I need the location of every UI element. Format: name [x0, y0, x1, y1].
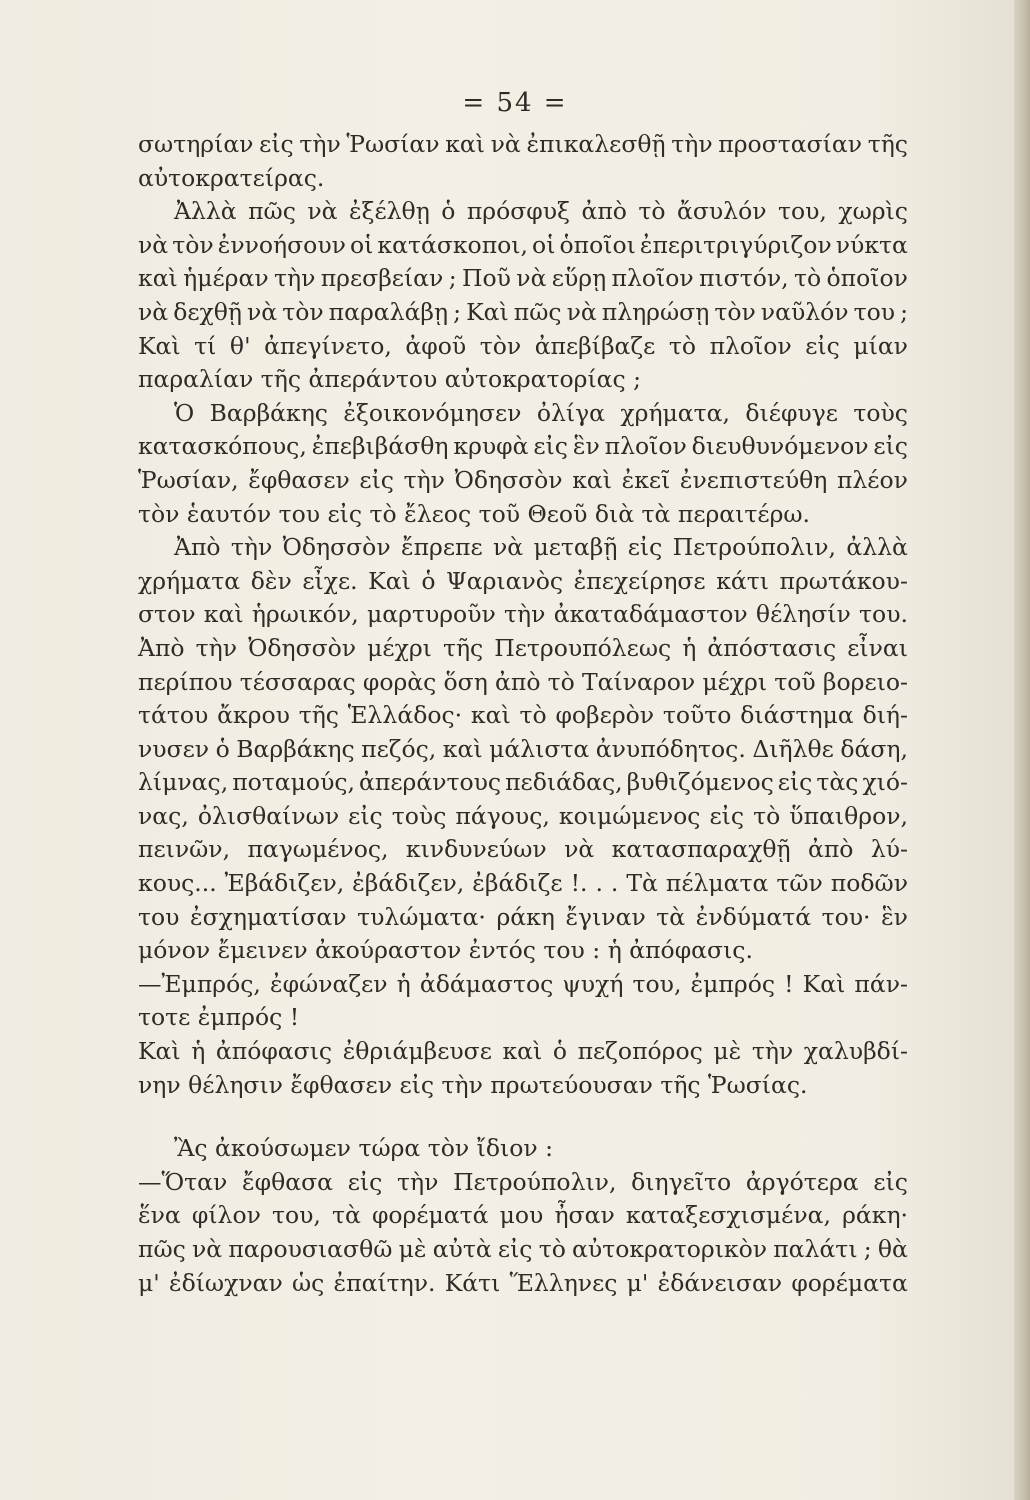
word: ἡ	[396, 969, 411, 998]
word: νὰ	[516, 264, 547, 293]
word: καὶ	[502, 1037, 543, 1066]
word: ἦσαν	[554, 1201, 615, 1230]
word: πῶς	[248, 197, 296, 226]
word: διή-	[862, 701, 908, 730]
word: νυσεν	[138, 734, 210, 763]
word: ἔφθασεν	[248, 465, 350, 494]
word: του,	[777, 197, 827, 226]
word: Πετρουπόλεως	[494, 633, 672, 662]
word: Ὀδησσὸν	[282, 533, 391, 562]
text-line	[138, 867, 908, 901]
word: Ἕλληνες	[509, 1268, 618, 1297]
word: μέχρι	[702, 667, 768, 696]
word: στον	[138, 600, 196, 629]
word: Ῥωσίαν	[346, 130, 440, 158]
word: νὰ	[191, 1235, 223, 1263]
word: καὶ	[445, 130, 485, 158]
word: μεταβῇ	[533, 533, 618, 562]
word: Βαρβάκης	[209, 398, 328, 427]
word: ἀπὸ	[807, 835, 854, 864]
word: πεδιάδας,	[505, 768, 623, 797]
word: ἡ	[191, 1037, 206, 1066]
word: μίαν	[853, 331, 908, 360]
word: παγωμένος,	[247, 835, 389, 864]
body-text	[138, 128, 908, 1300]
word: θέλησίν	[755, 600, 851, 629]
word: ἐβάδιζε	[472, 869, 563, 898]
word: διέφυγε	[745, 398, 838, 427]
word: ναῦλόν	[760, 297, 849, 326]
word: εἰς	[533, 432, 568, 461]
word: πάγους,	[455, 801, 550, 830]
word: διευθυνόμενον	[691, 432, 869, 461]
word: ;	[863, 1235, 872, 1263]
word: εἶχε.	[302, 566, 358, 595]
text-line	[138, 195, 908, 229]
text-line: νην θέλησιν ἔφθασεν εἰς τὴν πρωτεύουσαν τῆς Ῥωσίας.	[138, 1070, 808, 1099]
word: παλάτι	[773, 1235, 858, 1263]
word: ἐξοικονόμησεν	[343, 398, 522, 427]
text-line	[138, 766, 908, 800]
word: του	[138, 902, 180, 931]
text-line	[138, 800, 908, 834]
text-line	[138, 733, 908, 767]
word: νὰ	[490, 130, 521, 158]
word: τὸ	[668, 331, 697, 360]
word: μαρτυροῦν	[366, 600, 496, 629]
word: διάστημα	[740, 701, 854, 730]
word: ἡρωικόν,	[251, 600, 359, 629]
word: —Ὅταν	[138, 1167, 228, 1196]
word: εἰς	[359, 465, 394, 494]
word: νύκτα	[835, 230, 908, 259]
word: ἔπρεπε	[400, 533, 483, 562]
word: ἄσυλόν	[676, 197, 767, 226]
word: ἓν	[572, 432, 600, 461]
word: τοὺς	[391, 801, 447, 830]
word: ἀπόφασις	[215, 1037, 333, 1066]
text-line	[138, 397, 908, 431]
word: τὸ	[793, 264, 822, 293]
word: τὸν	[714, 297, 756, 326]
word: τὸ	[538, 1235, 566, 1263]
word: κοιμώμενος	[558, 801, 701, 830]
text-line	[138, 968, 908, 1002]
word: ἐμπρός	[690, 969, 775, 998]
page-number: = 54 =	[462, 88, 568, 118]
word: ἀλλὰ	[846, 533, 908, 562]
word: τὴν	[299, 130, 341, 158]
word: εἰς	[627, 533, 663, 562]
word: εἰς	[497, 1235, 533, 1263]
word: φορέματά	[371, 1201, 489, 1230]
word: ἔγιναν	[565, 902, 646, 931]
word: πεινῶν,	[138, 835, 231, 864]
word: πλοῖον	[611, 264, 694, 293]
word: ἡ	[682, 633, 697, 662]
word: τυλώματα·	[357, 902, 486, 931]
word: ἄκρου	[217, 701, 290, 730]
word: οἱ	[349, 230, 374, 259]
word: ἐδίωχναν	[168, 1268, 283, 1297]
word: πλέον	[836, 465, 908, 494]
word: τοῦτο	[662, 701, 732, 730]
word: φοβερὸν	[555, 701, 655, 730]
word: ἓν	[881, 902, 908, 931]
word: ἔφθασα	[242, 1167, 334, 1196]
text-line	[138, 464, 908, 498]
word: χαλυβδί-	[803, 1037, 908, 1066]
text-line	[138, 1166, 908, 1200]
word: τὸ	[638, 197, 666, 226]
word: πέλματα	[665, 869, 769, 898]
word: εἰς	[777, 768, 813, 797]
word: Ἀλλὰ	[174, 197, 237, 226]
word: χρήματα	[138, 566, 241, 595]
word: ἐπεριτριγύριζον	[639, 230, 832, 259]
word: εἰς	[348, 801, 383, 830]
word: τῶν	[776, 869, 823, 898]
word: ἐνεπιστεύθη	[679, 465, 828, 494]
word: Ἐβάδιζεν,	[224, 869, 345, 898]
word: καὶ	[138, 264, 178, 293]
text-line	[138, 330, 908, 364]
word: ἐπεχείρησε	[573, 566, 706, 595]
word: εἶναι	[847, 633, 908, 662]
word: κατασκόπους,	[138, 432, 307, 461]
word: νὰ	[247, 297, 278, 326]
word: χιό-	[862, 768, 908, 797]
word: κατάσκοποι,	[377, 230, 528, 259]
text-line	[138, 1199, 908, 1233]
word: τέσσαρας	[239, 667, 356, 696]
word: τὴν	[671, 130, 713, 158]
word: περίπου	[138, 667, 233, 696]
word: τὴν	[504, 600, 546, 629]
word: ὁ	[441, 197, 456, 226]
word: τὴν	[195, 633, 238, 662]
word: διηγεῖτο	[631, 1167, 732, 1196]
word: πρόσφυξ	[466, 197, 570, 226]
word: φορέματα	[791, 1268, 908, 1297]
word: πληρώσῃ	[601, 297, 710, 326]
word: Τὰ	[626, 869, 658, 898]
word: δὲν	[250, 566, 292, 595]
word: φίλον	[191, 1201, 261, 1230]
word: ἀφοῦ	[405, 331, 467, 360]
word: μ'	[626, 1268, 649, 1297]
word: μέχρι	[367, 633, 432, 662]
word: μὲ	[713, 1037, 742, 1066]
text-line	[138, 632, 908, 666]
word: τὸν	[282, 297, 324, 326]
word: λύ-	[870, 835, 908, 864]
text-line	[138, 901, 908, 935]
word: ποταμούς,	[232, 768, 355, 797]
text-line: αὐτοκρατείρας.	[138, 163, 325, 192]
word: ἐβάδιζεν,	[352, 869, 465, 898]
word: νὰ	[138, 297, 169, 326]
word: του	[853, 297, 896, 326]
word: δάση,	[840, 734, 908, 763]
word: Ὀδησσὸν	[248, 633, 357, 662]
word: ἐνδύματά	[695, 902, 812, 931]
word: πεζός,	[361, 734, 437, 763]
word: Πετρούπολιν,	[453, 1167, 617, 1196]
word: πεζοπόρος	[577, 1037, 703, 1066]
word: τῆς	[867, 130, 908, 158]
word: καὶ	[470, 701, 511, 730]
word: ράκη·	[842, 1201, 908, 1230]
text-line	[138, 262, 908, 296]
word: μου	[499, 1201, 544, 1230]
word: αὐτοκρατορικὸν	[572, 1235, 768, 1263]
word: ἐπαίτην.	[333, 1268, 436, 1297]
word: μάλιστα	[489, 734, 590, 763]
word: καὶ	[442, 734, 483, 763]
word: Ἀπὸ	[138, 633, 185, 662]
word: ἐξέλθῃ	[348, 197, 430, 226]
word: ὁποῖον	[826, 264, 908, 293]
word: τὴν	[403, 465, 445, 494]
word: Ῥωσίαν,	[138, 465, 239, 494]
word: ἀπεράντους	[359, 768, 502, 797]
word: ὕπαιθρον,	[789, 801, 908, 830]
text-line	[138, 430, 908, 464]
word: ὡς	[292, 1268, 325, 1297]
word: ἐπικαλεσθῇ	[526, 130, 666, 158]
word: τάτου	[138, 701, 209, 730]
word: ;	[448, 264, 457, 293]
word: τοῦ	[774, 667, 816, 696]
word: πλοῖον	[604, 432, 687, 461]
word: ἕνα	[138, 1201, 181, 1230]
text-line	[138, 128, 908, 162]
word: Κάτι	[444, 1268, 501, 1297]
word: πῶς	[513, 297, 562, 326]
word: τὴν	[230, 533, 273, 562]
word: τὸ	[753, 801, 781, 830]
word: λίμνας,	[138, 768, 229, 797]
text-line: τοτε ἐμπρός !	[138, 1003, 300, 1032]
word: Ποῦ	[461, 264, 511, 293]
word: τὴν	[274, 264, 316, 293]
word: —Ἐμπρός,	[138, 969, 261, 998]
word: τὴν	[396, 1167, 439, 1196]
word: ἐσχηματίσαν	[189, 902, 347, 931]
word: ἐννοήσουν	[217, 230, 346, 259]
word: νὰ	[138, 230, 169, 259]
text-line	[138, 1035, 908, 1069]
text-line	[138, 1233, 908, 1267]
page-binding-edge	[1014, 0, 1030, 1500]
text-line	[138, 598, 908, 632]
word: Διῆλθε	[752, 734, 834, 763]
word: αὐτὰ	[432, 1235, 492, 1263]
word: παραλάβῃ	[328, 297, 449, 326]
word: Ὁ	[174, 398, 195, 427]
word: του·	[821, 902, 871, 931]
word: εἰς	[709, 801, 745, 830]
word: παρουσιασθῶ	[228, 1235, 393, 1263]
word: εἰς	[347, 1167, 383, 1196]
word: ράκη	[496, 902, 555, 931]
word: βυθιζόμενος	[626, 768, 774, 797]
text-line	[138, 699, 908, 733]
text-line	[138, 666, 908, 700]
word: ὀλισθαίνων	[197, 801, 340, 830]
word: ἀπεβίβαζε	[534, 331, 656, 360]
word: νὰ	[564, 835, 595, 864]
word: πρωτάκου-	[779, 566, 908, 595]
word: του,	[271, 1201, 321, 1230]
word: τὸν	[172, 230, 214, 259]
word: θ'	[229, 331, 251, 360]
word: ἀκαταδάμαστον	[553, 600, 748, 629]
word: νας,	[138, 801, 189, 830]
text-line	[138, 1267, 908, 1301]
word: ὅση	[443, 667, 488, 696]
word: Ταίναρον	[582, 667, 696, 696]
word: τὸ	[519, 701, 547, 730]
text-line	[138, 229, 908, 263]
word: ὁποῖοι	[559, 230, 636, 259]
word: νὰ	[307, 197, 338, 226]
text-line	[138, 296, 908, 330]
word: εἰς	[259, 130, 294, 158]
word: μὲ	[398, 1235, 427, 1263]
word: Ἑλλάδος·	[347, 701, 463, 730]
word: κινδυνεύων	[405, 835, 547, 864]
word: τῆς	[442, 633, 484, 662]
word: τοὺς	[853, 398, 908, 427]
word: θὰ	[877, 1235, 908, 1263]
word: ἀπόστασις	[707, 633, 837, 662]
text-line: Ἂς ἀκούσωμεν τώρα τὸν ἴδιον :	[174, 1134, 554, 1163]
text-line: μόνον ἔμεινεν ἀκούραστον ἐντός του : ἡ ἀπόφασις.	[138, 936, 753, 965]
word: οἱ	[532, 230, 556, 259]
word: Πετρούπολιν,	[672, 533, 837, 562]
word: προστασίαν	[718, 130, 863, 158]
text-line	[138, 833, 908, 867]
word: Καὶ	[802, 969, 846, 998]
word: ἐθριάμβευσε	[342, 1037, 492, 1066]
word: Καὶ	[466, 297, 509, 326]
word: τῆς	[298, 701, 339, 730]
word: εἰς	[873, 1167, 908, 1196]
word: βορειο-	[822, 667, 908, 696]
word: κατασπαραχθῇ	[611, 835, 791, 864]
word: κάτι	[716, 566, 769, 595]
word: νὰ	[492, 533, 524, 562]
word: τὴν	[751, 1037, 794, 1066]
word: ἀπεγίνετο,	[264, 331, 392, 360]
word: Ψαριανὸς	[446, 566, 564, 595]
word: ἀπὸ	[581, 197, 627, 226]
word: πῶς	[138, 1235, 186, 1263]
word: κρυφὰ	[453, 432, 529, 461]
text-line: τὸν ἑαυτόν του εἰς τὸ ἔλεος τοῦ Θεοῦ διὰ τὰ περαιτέρω.	[138, 499, 811, 528]
word: χωρὶς	[838, 197, 908, 226]
paragraph-gap	[138, 1102, 908, 1132]
word: του,	[632, 969, 682, 998]
word: εἰς	[805, 331, 840, 360]
word: καὶ	[203, 600, 244, 629]
word: ἀνυπόδητος.	[595, 734, 746, 763]
word: καὶ	[572, 465, 612, 494]
word: ὁ	[552, 1037, 567, 1066]
word: Βαρβάκης	[236, 734, 355, 763]
word: καταξεσχισμένα,	[625, 1201, 831, 1230]
word: ἐπεβιβάσθη	[311, 432, 449, 461]
word: ψυχή	[562, 969, 624, 998]
word: Ἀπὸ	[174, 533, 221, 562]
word: τὰ	[656, 902, 686, 931]
word: πιστόν,	[699, 264, 789, 293]
word: Καὶ	[138, 1037, 181, 1066]
word: ἀδάμαστος	[419, 969, 554, 998]
word: Καὶ	[138, 331, 181, 360]
word: ἐκεῖ	[621, 465, 671, 494]
text-line	[138, 531, 908, 565]
word: σωτηρίαν	[138, 130, 254, 158]
word: Ὀδησσὸν	[454, 465, 563, 494]
word: ὀλίγα	[536, 398, 605, 427]
word: !.	[570, 869, 588, 898]
word: ἐδάνεισαν	[657, 1268, 783, 1297]
word: τὸ	[547, 667, 575, 696]
word: πρεσβείαν	[320, 264, 444, 293]
word: εἰς	[873, 432, 908, 461]
word: κους...	[138, 869, 217, 898]
text-line: παραλίαν τῆς ἀπεράντου αὐτοκρατορίας ;	[138, 365, 642, 394]
word: τί	[194, 331, 217, 360]
word: τὸν	[479, 331, 522, 360]
word: ἀργότερα	[745, 1167, 859, 1196]
word: φορὰς	[362, 667, 437, 696]
word: δεχθῇ	[173, 297, 242, 326]
word: μ'	[138, 1268, 160, 1297]
word: πλοῖον	[709, 331, 792, 360]
text-line	[138, 565, 908, 599]
word: εὕρῃ	[551, 264, 607, 293]
word: χρήματα,	[620, 398, 731, 427]
word: ;	[900, 297, 908, 326]
word: !	[784, 969, 794, 998]
word: ποδῶν	[830, 869, 908, 898]
word: ὁ	[421, 566, 436, 595]
word: του.	[859, 600, 908, 629]
word: ;	[453, 297, 462, 326]
word: .	[595, 869, 603, 898]
word: ἐφώναζεν	[269, 969, 388, 998]
word: πάν-	[854, 969, 908, 998]
word: τὰ	[331, 1201, 361, 1230]
word: ἡμέραν	[183, 264, 269, 293]
word: ἀπὸ	[495, 667, 541, 696]
word: νὰ	[566, 297, 597, 326]
word: Καὶ	[368, 566, 411, 595]
word: ὁ	[215, 734, 230, 763]
word: τὰς	[816, 768, 859, 797]
word: .	[610, 869, 619, 898]
